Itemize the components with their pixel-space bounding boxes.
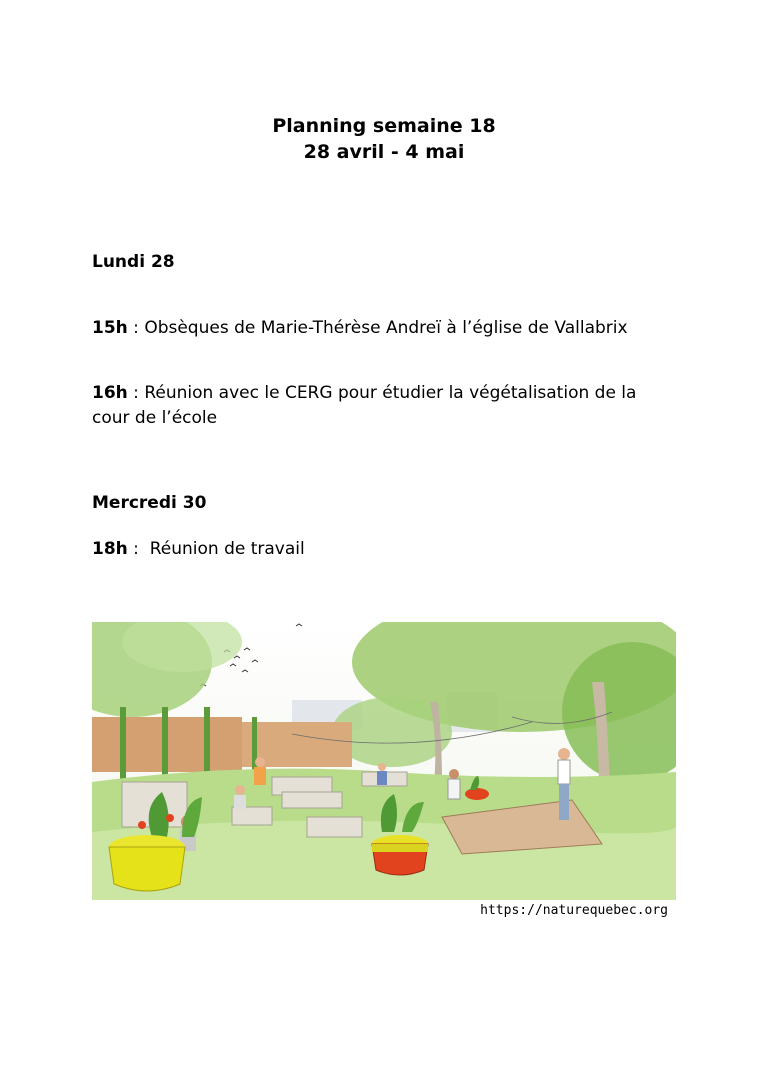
event-separator: :: [127, 539, 150, 559]
title-line-1: Planning semaine 18: [272, 115, 496, 137]
event-time: 15h: [92, 318, 128, 338]
event-separator: :: [127, 318, 145, 338]
event-text: Réunion de travail: [149, 539, 305, 559]
event-time: 18h: [92, 539, 128, 559]
title-line-2: 28 avril - 4 mai: [303, 141, 465, 163]
page-title: [0, 113, 768, 165]
event-time: 16h: [92, 383, 128, 403]
schoolyard-garden-illustration: [92, 622, 676, 900]
event-text-line-1: Réunion avec le CERG pour étudier la végétalisation de la: [144, 383, 637, 403]
event-separator: :: [127, 383, 145, 403]
day-heading-wednesday: Mercredi 30: [92, 493, 207, 513]
image-source-link[interactable]: https://naturequebec.org: [480, 903, 668, 918]
event-entry: [92, 381, 692, 431]
event-entry: [92, 537, 692, 562]
event-text-line-2: cour de l’école: [92, 408, 218, 428]
event-entry: [92, 316, 692, 341]
event-text: Obsèques de Marie-Thérèse Andreï à l’église de Vallabrix: [144, 318, 628, 338]
day-heading-monday: Lundi 28: [92, 252, 175, 272]
